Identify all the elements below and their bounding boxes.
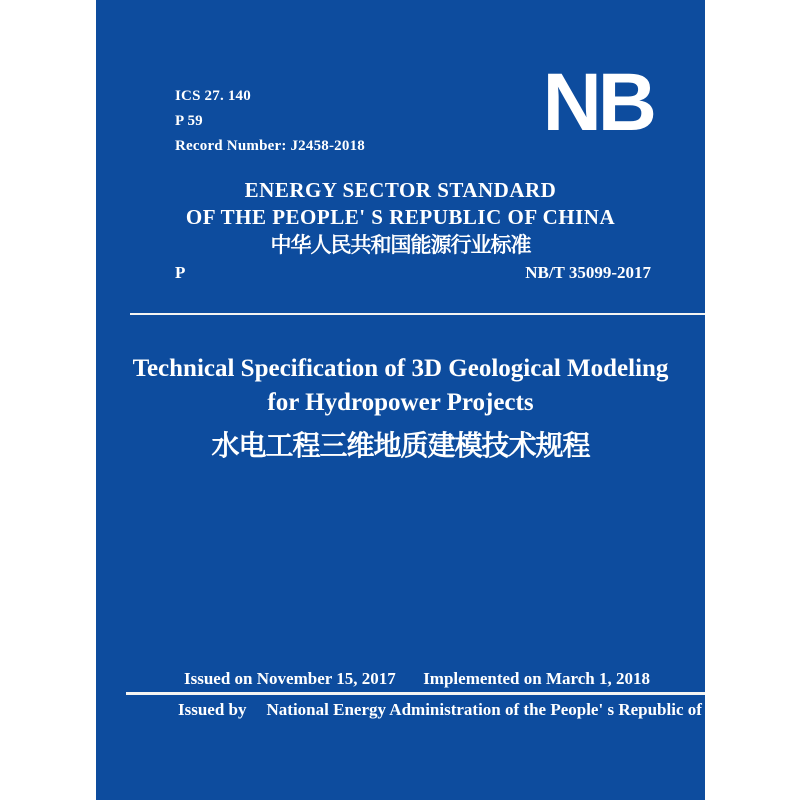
dates-row <box>184 669 650 689</box>
bottom-divider <box>126 692 705 695</box>
title-cn: 水电工程三维地质建模技术规程 <box>211 430 590 461</box>
heading-en-line1: ENERGY SECTOR STANDARD <box>244 178 557 202</box>
issued-date: Issued on November 15, 2017 <box>184 669 396 688</box>
meta-block <box>175 84 365 159</box>
issued-by-value: National Energy Administration of the People' s Republic of China <box>266 700 751 719</box>
classification-code: P 59 <box>175 113 203 129</box>
standard-cover <box>96 0 751 800</box>
ics-code: ICS 27. 140 <box>175 88 251 104</box>
top-divider <box>130 313 705 315</box>
title-en-line1: Technical Specification of 3D Geological Modeling <box>132 355 669 382</box>
record-number: Record Number: J2458-2018 <box>175 138 365 154</box>
heading-en-line2: OF THE PEOPLE' S REPUBLIC OF CHINA <box>185 205 616 229</box>
code-row <box>175 263 651 283</box>
issued-by-label: Issued by <box>178 700 247 719</box>
title-block <box>96 352 705 463</box>
implemented-date: Implemented on March 1, 2018 <box>423 669 650 688</box>
standard-heading <box>96 177 705 259</box>
standard-number: NB/T 35099-2017 <box>525 263 651 282</box>
title-en-line2: for Hydropower Projects <box>267 389 534 416</box>
nb-logo: NB <box>542 57 653 148</box>
issuer-row <box>178 700 751 720</box>
heading-cn: 中华人民共和国能源行业标准 <box>270 234 531 257</box>
p-mark: P <box>175 263 186 282</box>
